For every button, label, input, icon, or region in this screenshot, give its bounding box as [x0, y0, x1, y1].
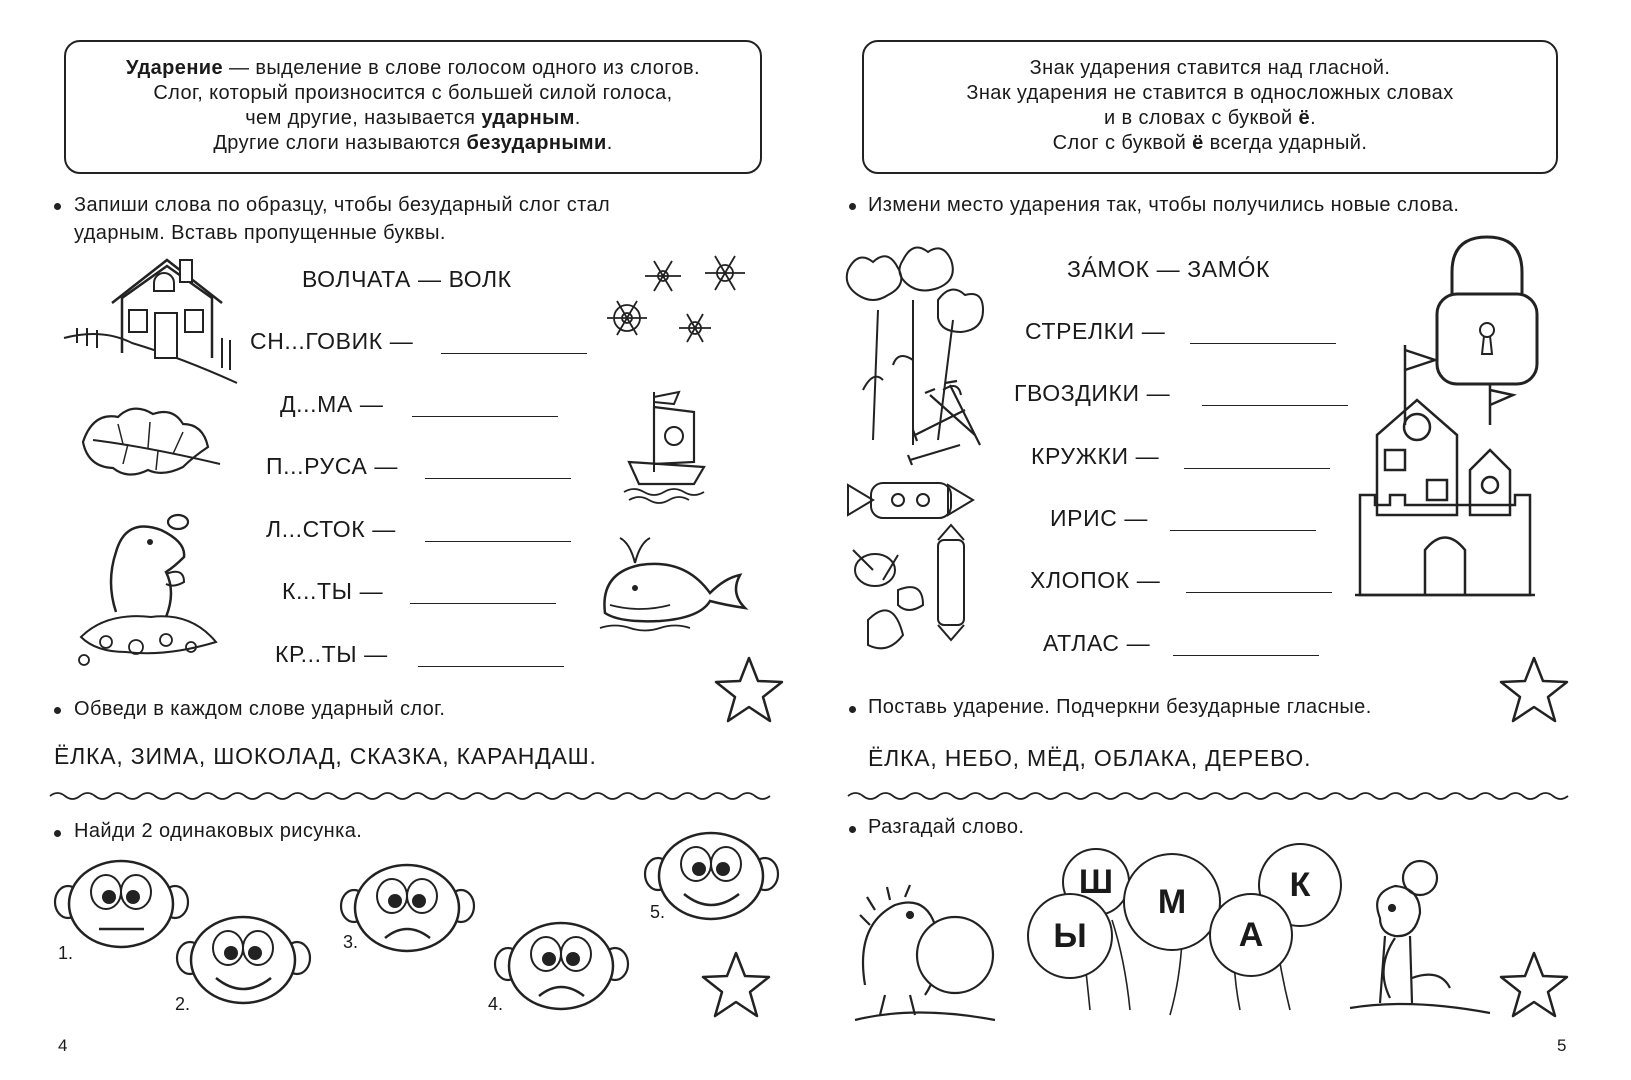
word2-row-2: ГВОЗДИКИ — — [1014, 380, 1171, 406]
star-icon[interactable] — [713, 655, 785, 725]
word-row-2: Д...МА — — [280, 391, 384, 417]
task6-instruction: Разгадай слово. — [868, 816, 1025, 838]
rule-line1: — выделение в слове голосом одного из слогов. — [223, 57, 700, 79]
bullet — [849, 826, 856, 833]
rule2-line4-bold: ё — [1192, 132, 1204, 154]
rule2-line2: Знак ударения не ставится в односложных словах — [966, 82, 1454, 104]
answer2-line-4[interactable] — [1170, 529, 1316, 531]
word-row-1: СН...ГОВИК — — [250, 328, 414, 354]
page-number-left: 4 — [58, 1036, 68, 1055]
wavy-divider — [848, 790, 1570, 802]
balloon-letter-a[interactable]: А — [1209, 893, 1293, 977]
snowflakes-icon — [603, 248, 753, 358]
balloon-letter-sh[interactable]: Ш — [1062, 848, 1130, 916]
answer2-line-6[interactable] — [1173, 654, 1319, 656]
candies-icon — [843, 475, 988, 670]
monkey-face-icon-4[interactable] — [494, 916, 629, 1011]
task1-instruction — [74, 191, 610, 247]
task5-words: ЁЛКА, НЕБО, МЁД, ОБЛАКА, ДЕРЕВО. — [868, 745, 1312, 771]
rule-line2: Слог, который произносится с большей силой голоса, — [153, 82, 673, 104]
rule2-line3-bold: ё — [1298, 107, 1311, 129]
mole-icon — [66, 512, 226, 672]
bullet — [849, 203, 856, 210]
bullet — [54, 830, 61, 837]
house-icon — [62, 258, 237, 398]
answer-line-3[interactable] — [425, 477, 571, 479]
answer2-line-3[interactable] — [1184, 467, 1330, 469]
picture-number-4: 4. — [488, 994, 504, 1014]
castle-icon — [1355, 345, 1535, 625]
star-icon[interactable] — [1498, 655, 1570, 725]
example-pair-2: ЗА́МОК — ЗАМО́К — [1067, 256, 1270, 282]
answer-line-5[interactable] — [410, 602, 556, 604]
star-icon[interactable] — [1498, 950, 1570, 1020]
rule-line3-bold: ударным — [481, 107, 575, 129]
task2-instruction: Обведи в каждом слове ударный слог. — [74, 698, 446, 720]
task2-words: ЁЛКА, ЗИМА, ШОКОЛАД, СКАЗКА, КАРАНДАШ. — [54, 743, 597, 769]
hedgehog-icon — [855, 885, 1005, 1025]
word2-row-3: КРУЖКИ — — [1031, 443, 1160, 469]
picture-number-3: 3. — [343, 932, 359, 952]
answer2-line-5[interactable] — [1186, 591, 1332, 593]
monkey-face-icon-3[interactable] — [340, 858, 475, 953]
word-row-5: К...ТЫ — — [282, 578, 384, 604]
balloon-letter-m[interactable]: М — [1123, 853, 1221, 951]
rule-line4-bold: безударными — [466, 132, 607, 154]
task5-instruction: Поставь ударение. Подчеркни безударные гласные. — [868, 696, 1372, 718]
bullet — [849, 706, 856, 713]
star-icon[interactable] — [700, 950, 772, 1020]
wavy-divider — [50, 790, 775, 802]
monkey-face-icon-1[interactable] — [54, 854, 189, 949]
whale-icon — [600, 533, 760, 633]
page-number-right: 5 — [1557, 1036, 1567, 1055]
word-row-4: Л...СТОК — — [266, 516, 396, 542]
answer-line-2[interactable] — [412, 415, 558, 417]
rule2-line3-end: . — [1310, 107, 1317, 129]
left-rule-box — [64, 40, 762, 174]
mouse-icon — [1350, 858, 1490, 1028]
answer2-line-2[interactable] — [1202, 404, 1348, 406]
rule2-line4: Слог с буквой — [1052, 132, 1193, 154]
word-row-3: П...РУСА — — [266, 453, 398, 479]
task1-line2: ударным. Вставь пропущенные буквы. — [74, 222, 446, 244]
sailboat-icon — [624, 392, 714, 502]
nails-icon — [905, 375, 990, 465]
task3-instruction: Найди 2 одинаковых рисунка. — [74, 820, 363, 842]
word2-row-6: АТЛАС — — [1043, 630, 1151, 656]
right-rule-box — [862, 40, 1558, 174]
word2-row-1: СТРЕЛКИ — — [1025, 318, 1166, 344]
oak-leaf-icon — [78, 402, 223, 482]
word-row-6: КР...ТЫ — — [275, 641, 388, 667]
example-pair: ВОЛЧАТА — ВОЛК — [302, 266, 512, 292]
rule2-line4-end: всегда ударный. — [1203, 132, 1368, 154]
answer2-line-1[interactable] — [1190, 342, 1336, 344]
bullet — [54, 707, 61, 714]
rule2-line1: Знак ударения ставится над гласной. — [1029, 57, 1391, 79]
answer-line-1[interactable] — [441, 352, 587, 354]
answer-line-6[interactable] — [418, 665, 564, 667]
answer-line-4[interactable] — [425, 540, 571, 542]
word2-row-5: ХЛОПОК — — [1030, 567, 1161, 593]
balloon-letter-y[interactable]: Ы — [1027, 893, 1113, 979]
picture-number-2: 2. — [175, 994, 191, 1014]
picture-number-1: 1. — [58, 943, 74, 963]
bullet — [54, 203, 61, 210]
task4-instruction: Измени место ударения так, чтобы получились новые слова. — [868, 194, 1460, 216]
rule2-line3: и в словах с буквой — [1103, 107, 1299, 129]
rule-term: Ударение — [125, 57, 224, 79]
task1-line1: Запиши слова по образцу, чтобы безударный слог стал — [74, 194, 611, 216]
rule-line4-end: . — [606, 132, 613, 154]
rule-line3: чем другие, называется — [245, 107, 482, 129]
monkey-face-icon-2[interactable] — [176, 910, 311, 1005]
word2-row-4: ИРИС — — [1050, 505, 1149, 531]
balloon-letter-k[interactable]: К — [1258, 843, 1342, 927]
rule-line3-end: . — [574, 107, 581, 129]
rule-line4: Другие слоги называются — [213, 132, 467, 154]
picture-number-5: 5. — [650, 902, 666, 922]
